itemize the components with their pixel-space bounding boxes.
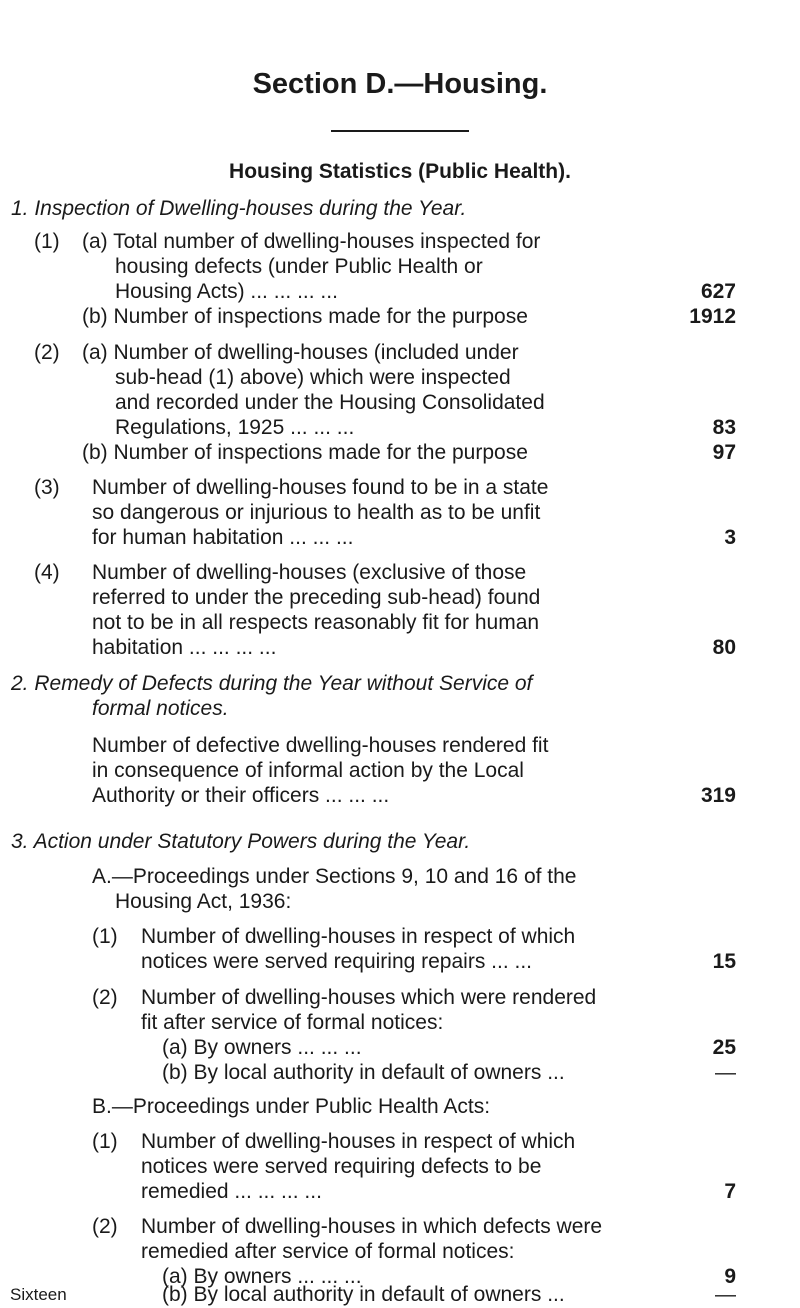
- b2-number: (2): [92, 1215, 118, 1238]
- item-3-value: 3: [724, 526, 736, 549]
- item-1b-value: 1912: [689, 305, 736, 328]
- item-1b-text: (b) Number of inspections made for the purpose: [82, 305, 528, 328]
- b2b-value: —: [715, 1283, 736, 1306]
- a2-number: (2): [92, 986, 118, 1009]
- item-2a-line-2: sub-head (1) above) which were inspected: [115, 366, 511, 389]
- item-1a-line-3: Housing Acts) ... ... ... ...: [115, 280, 338, 303]
- b2a-text: (a) By owners ... ... ...: [162, 1265, 362, 1288]
- section-1-heading: 1. Inspection of Dwelling-houses during the Year.: [11, 197, 467, 220]
- item-4-line-4: habitation ... ... ... ...: [92, 636, 277, 659]
- a2-line-2: fit after service of formal notices:: [141, 1011, 444, 1034]
- a2b-text: (b) By local authority in default of owners ...: [162, 1061, 565, 1084]
- page-subtitle: Housing Statistics (Public Health).: [229, 160, 571, 183]
- item-2-number: (2): [34, 341, 60, 364]
- item-2a-line-1: (a) Number of dwelling-houses (included under: [82, 341, 519, 364]
- item-2a-line-3: and recorded under the Housing Consolidated: [115, 391, 545, 414]
- a2-line-1: Number of dwelling-houses which were rendered: [141, 986, 597, 1009]
- subsection-a-heading-line-1: A.—Proceedings under Sections 9, 10 and 16 of the: [92, 865, 577, 888]
- title-divider: [331, 130, 469, 132]
- item-3-line-1: Number of dwelling-houses found to be in a state: [92, 476, 549, 499]
- page-footer: Sixteen: [10, 1285, 67, 1304]
- item-1a-line-2: housing defects (under Public Health or: [115, 255, 483, 278]
- b2-line-2: remedied after service of formal notices:: [141, 1240, 515, 1263]
- section-title: Section D.—Housing.: [252, 68, 548, 100]
- a1-value: 15: [712, 950, 736, 973]
- section-2-value: 319: [700, 784, 736, 807]
- b1-value: 7: [724, 1180, 736, 1203]
- section-2-line-3: Authority or their officers ... ... ...: [92, 784, 390, 807]
- b1-line-1: Number of dwelling-houses in respect of which: [141, 1130, 576, 1153]
- subsection-a-heading-line-2: Housing Act, 1936:: [115, 890, 292, 913]
- item-4-line-2: referred to under the preceding sub-head) found: [92, 586, 541, 609]
- a1-number: (1): [92, 925, 118, 948]
- b2b-text: (b) By local authority in default of owners ...: [162, 1283, 565, 1306]
- item-2b-value: 97: [712, 441, 736, 464]
- a1-line-1: Number of dwelling-houses in respect of which: [141, 925, 576, 948]
- section-2-heading-line-2: formal notices.: [92, 697, 229, 720]
- item-3-line-2: so dangerous or injurious to health as to be unfit: [92, 501, 541, 524]
- item-4-line-1: Number of dwelling-houses (exclusive of those: [92, 561, 527, 584]
- b1-line-2: notices were served requiring defects to be: [141, 1155, 542, 1178]
- subsection-b-heading: B.—Proceedings under Public Health Acts:: [92, 1095, 491, 1118]
- b2a-value: 9: [724, 1265, 736, 1288]
- a2a-value: 25: [712, 1036, 736, 1059]
- item-1a-line-1: (a) Total number of dwelling-houses inspected for: [82, 230, 541, 253]
- b1-line-3: remedied ... ... ... ...: [141, 1180, 322, 1203]
- a2b-value: —: [715, 1061, 736, 1084]
- a2a-text: (a) By owners ... ... ...: [162, 1036, 362, 1059]
- item-4-value: 80: [712, 636, 736, 659]
- item-2a-line-4: Regulations, 1925 ... ... ...: [115, 416, 355, 439]
- item-1-number: (1): [34, 230, 60, 253]
- item-3-line-3: for human habitation ... ... ...: [92, 526, 354, 549]
- b2-line-1: Number of dwelling-houses in which defects were: [141, 1215, 603, 1238]
- item-2b-text: (b) Number of inspections made for the purpose: [82, 441, 528, 464]
- item-2a-value: 83: [712, 416, 736, 439]
- item-4-number: (4): [34, 561, 60, 584]
- a1-line-2: notices were served requiring repairs ... ...: [141, 950, 533, 973]
- section-2-line-1: Number of defective dwelling-houses rendered fit: [92, 734, 549, 757]
- item-4-line-3: not to be in all respects reasonably fit for human: [92, 611, 540, 634]
- section-2-line-2: in consequence of informal action by the Local: [92, 759, 524, 782]
- section-2-heading-line-1: 2. Remedy of Defects during the Year without Service of: [11, 672, 533, 695]
- item-3-number: (3): [34, 476, 60, 499]
- item-1a-value: 627: [700, 280, 736, 303]
- section-3-heading: 3. Action under Statutory Powers during the Year.: [11, 830, 471, 853]
- b1-number: (1): [92, 1130, 118, 1153]
